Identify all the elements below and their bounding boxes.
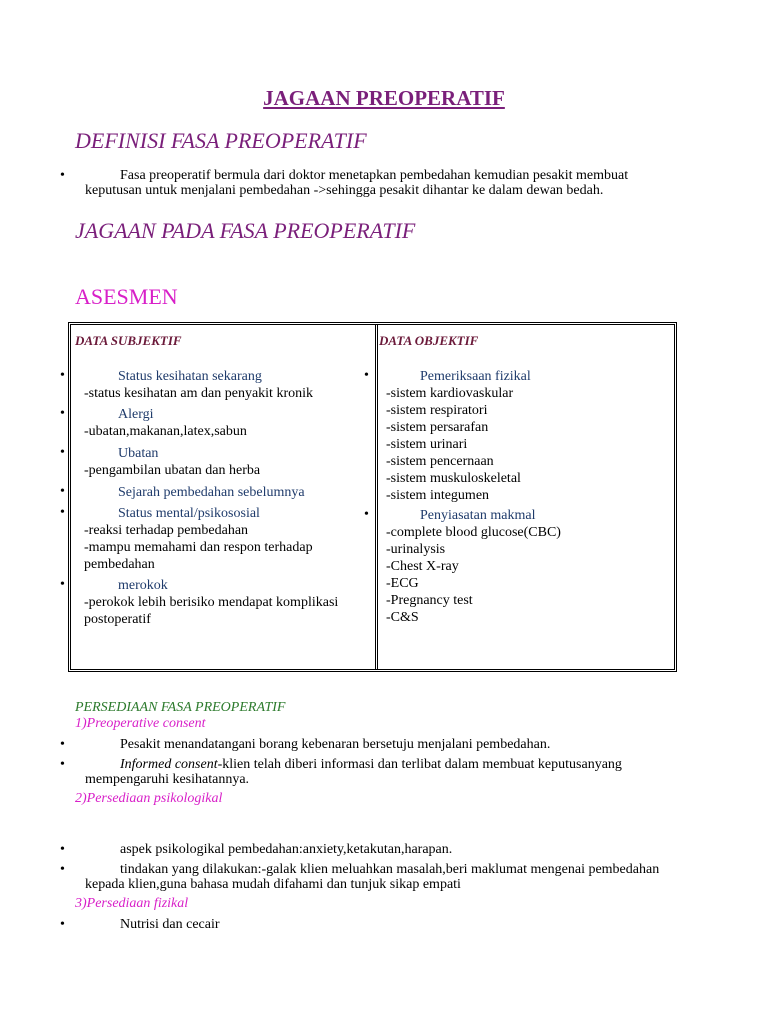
bullet-icon: • bbox=[60, 862, 65, 877]
subjektif-item-detail: -status kesihatan am dan penyakit kronik bbox=[84, 386, 313, 401]
consent-bullet-2-text: -klien telah diberi informasi dan terlibat dalam membuat keputusanyang mempengaruhi kesihatannya. bbox=[85, 757, 622, 787]
objektif-item-detail: -urinalysis bbox=[386, 542, 446, 557]
subjektif-item-label: Status kesihatan sekarang bbox=[118, 369, 262, 384]
objektif-item bbox=[386, 507, 561, 626]
bullet-icon: • bbox=[60, 737, 65, 752]
objektif-item-detail: -sistem urinari bbox=[386, 437, 468, 452]
bullet-icon: • bbox=[60, 577, 65, 592]
subjektif-item-detail: -ubatan,makanan,latex,sabun bbox=[84, 424, 247, 439]
objektif-item-label: Penyiasatan makmal bbox=[420, 508, 536, 523]
bullet-icon: • bbox=[60, 484, 65, 499]
objektif-item-detail: -sistem kardiovaskular bbox=[386, 386, 514, 401]
objektif-item-detail: -complete blood glucose(CBC) bbox=[386, 525, 561, 540]
objektif-item-detail: -sistem integumen bbox=[386, 488, 490, 503]
psikologikal-heading: 2)Persediaan psikologikal bbox=[75, 791, 223, 806]
bullet-icon: • bbox=[60, 445, 65, 460]
objektif-item bbox=[386, 368, 531, 504]
subjektif-item-detail: -perokok lebih berisiko mendapat komplikasi bbox=[84, 595, 339, 610]
fizikal-bullet-1-text: Nutrisi dan cecair bbox=[120, 917, 220, 932]
table-column-divider bbox=[375, 325, 378, 669]
subjektif-item-label: Ubatan bbox=[118, 446, 159, 461]
bullet-icon: • bbox=[60, 406, 65, 421]
definisi-heading: DEFINISI FASA PREOPERATIF bbox=[75, 128, 367, 153]
consent-bullet-1-text: Pesakit menandatangani borang kebenaran bersetuju menjalani pembedahan. bbox=[120, 737, 551, 752]
fizikal-text-1 bbox=[85, 917, 685, 932]
asesmen-heading: ASESMEN bbox=[75, 284, 178, 309]
psikologikal-text-2 bbox=[85, 862, 685, 892]
subjektif-item bbox=[84, 484, 305, 501]
page-title: JAGAAN PREOPERATIF bbox=[263, 86, 505, 110]
definisi-text bbox=[85, 168, 685, 198]
subjektif-item-label: merokok bbox=[118, 578, 168, 593]
objektif-header: DATA OBJEKTIF bbox=[379, 333, 479, 348]
psikologikal-text-1 bbox=[85, 842, 685, 857]
jagaan-heading: JAGAAN PADA FASA PREOPERATIF bbox=[75, 218, 416, 243]
objektif-item-detail: -Pregnancy test bbox=[386, 593, 473, 608]
subjektif-item bbox=[84, 577, 338, 628]
objektif-item-detail: -sistem persarafan bbox=[386, 420, 489, 435]
bullet-icon: • bbox=[60, 368, 65, 383]
objektif-item-detail: -C&S bbox=[386, 610, 419, 625]
bullet-icon: • bbox=[60, 757, 65, 772]
objektif-item-detail: -sistem respiratori bbox=[386, 403, 488, 418]
definisi-bullet-text: Fasa preoperatif bermula dari doktor menetapkan pembedahan kemudian pesakit membuat keputusan untuk menjalani pembedahan ->sehingga pesakit dihantar ke dalam dewan bedah. bbox=[85, 168, 629, 198]
subjektif-item-label: Alergi bbox=[118, 407, 154, 422]
subjektif-item-label: Status mental/psikososial bbox=[118, 506, 260, 521]
subjektif-item-detail: -reaksi terhadap pembedahan bbox=[84, 523, 249, 538]
objektif-item-detail: -sistem pencernaan bbox=[386, 454, 494, 469]
objektif-item-detail: -sistem muskuloskeletal bbox=[386, 471, 521, 486]
persediaan-heading: PERSEDIAAN FASA PREOPERATIF bbox=[75, 700, 286, 715]
consent-text-2 bbox=[85, 757, 695, 787]
bullet-icon: • bbox=[364, 507, 369, 522]
subjektif-item-detail: pembedahan bbox=[84, 557, 155, 572]
subjektif-item bbox=[84, 505, 313, 573]
informed-consent-term: Informed consent bbox=[120, 757, 218, 772]
subjektif-item bbox=[84, 406, 247, 440]
objektif-item-detail: -Chest X-ray bbox=[386, 559, 459, 574]
bullet-icon: • bbox=[60, 168, 65, 183]
subjektif-item-detail: -mampu memahami dan respon terhadap bbox=[84, 540, 313, 555]
consent-text-1 bbox=[85, 737, 685, 752]
bullet-icon: • bbox=[60, 842, 65, 857]
subjektif-item bbox=[84, 368, 313, 402]
psikologikal-bullet-2-text: tindakan yang dilakukan:-galak klien meluahkan masalah,beri maklumat mengenai pembedahan kepada klien,guna bahasa mudah difahami dan tunjuk sikap empati bbox=[85, 862, 660, 892]
subjektif-item-detail: -pengambilan ubatan dan herba bbox=[84, 463, 261, 478]
bullet-icon: • bbox=[364, 368, 369, 383]
fizikal-heading: 3)Persediaan fizikal bbox=[75, 896, 189, 911]
preoperative-consent-heading: 1)Preoperative consent bbox=[75, 716, 206, 731]
subjektif-item-label: Sejarah pembedahan sebelumnya bbox=[118, 485, 305, 500]
psikologikal-bullet-1-text: aspek psikologikal pembedahan:anxiety,ketakutan,harapan. bbox=[120, 842, 453, 857]
bullet-icon: • bbox=[60, 505, 65, 520]
objektif-item-detail: -ECG bbox=[386, 576, 419, 591]
objektif-item-label: Pemeriksaan fizikal bbox=[420, 369, 531, 384]
subjektif-item bbox=[84, 445, 260, 479]
subjektif-header: DATA SUBJEKTIF bbox=[75, 333, 182, 348]
bullet-icon: • bbox=[60, 917, 65, 932]
subjektif-item-detail: postoperatif bbox=[84, 612, 151, 627]
